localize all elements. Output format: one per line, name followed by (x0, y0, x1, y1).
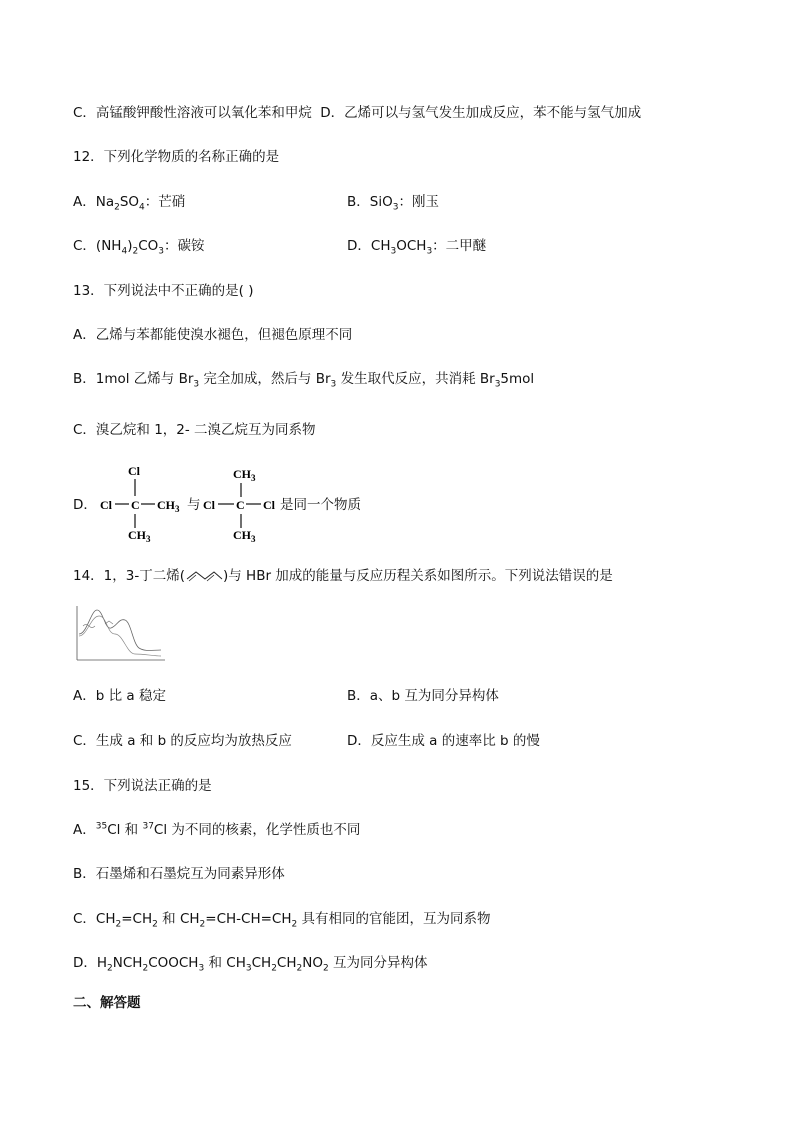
s1-bottom-ch3: $CH_3$ (128, 528, 151, 542)
s2-center-c: C (236, 498, 245, 512)
s1-left-cl: Cl (100, 498, 112, 512)
q13-option-d-label: D． (73, 497, 97, 513)
q12-option-b: B．SiO$_3$：刚玉 (347, 194, 439, 213)
q11-option-c: C．高锰酸钾酸性溶液可以氧化苯和甲烷 (73, 105, 312, 121)
q13-option-c: C．溴乙烷和 1，2- 二溴乙烷互为同系物 (73, 422, 316, 438)
structure-2-diagram (203, 462, 283, 542)
q14-option-d: D．反应生成 a 的速率比 b 的慢 (347, 733, 540, 749)
q15-option-b: B．石墨烯和石墨烷互为同素异形体 (73, 866, 285, 882)
q14-stem: 14．1，3-丁二烯( )与 HBr 加成的能量与反应历程关系如图所示。下列说法错误的是 (73, 568, 613, 584)
q15-option-d: D．$H_2NCH_2COOCH_3$ 和 $CH_3CH_2CH_2NO_2$ 互为同分异构体 (73, 955, 428, 974)
q12-option-d: D．$CH_3OCH_3$：二甲醚 (347, 238, 487, 257)
section-2-title: 二、解答题 (73, 995, 141, 1011)
s2-right-cl: Cl (263, 498, 275, 512)
q13-stem: 13．下列说法中不正确的是( ) (73, 283, 254, 299)
q11-option-d: D．乙烯可以与氢气发生加成反应，苯不能与氢气加成 (320, 105, 642, 121)
q14-option-c: C．生成 a 和 b 的反应均为放热反应 (73, 733, 292, 749)
s2-bottom-ch3: $CH_3$ (233, 528, 256, 542)
q15-option-a: A．$^{35}$Cl 和 $^{37}$Cl 为不同的核素，化学性质也不同 (73, 821, 361, 838)
s1-top-cl: Cl (128, 464, 140, 478)
q13-option-d-mid: 与 (187, 497, 201, 513)
q15-option-c: C．$CH_2=CH_2$ 和 $CH_2=CH-CH=CH_2$ 具有相同的官能团，互为同系物 (73, 911, 491, 930)
butadiene-skeletal-icon (185, 568, 223, 582)
s2-top-ch3: $CH_3$ (233, 467, 256, 483)
q12-option-a: A．$Na_2SO_4$：芒硝 (73, 194, 186, 213)
q13-option-d-post: 是同一个物质 (280, 497, 361, 513)
energy-profile-figure (73, 604, 168, 664)
q12-stem: 12．下列化学物质的名称正确的是 (73, 149, 280, 165)
q13-option-a: A．乙烯与苯都能使溴水褪色，但褪色原理不同 (73, 327, 353, 343)
s2-left-cl: Cl (203, 498, 215, 512)
q14-option-a: A．b 比 a 稳定 (73, 688, 166, 704)
q15-stem: 15．下列说法正确的是 (73, 778, 212, 794)
s1-right-ch3: $CH_3$ (157, 498, 180, 514)
q12-option-c: C．$(NH_4)_2CO_3$：碳铵 (73, 238, 205, 257)
q11-options-cd (73, 104, 641, 122)
q14-option-b: B．a、b 互为同分异构体 (347, 688, 499, 704)
s1-center-c: C (131, 498, 140, 512)
q13-option-b: B．1mol 乙烯与 $Br_3$ 完全加成，然后与 $Br_3$ 发生取代反应，共消耗 $Br_35mol$ (73, 371, 535, 390)
